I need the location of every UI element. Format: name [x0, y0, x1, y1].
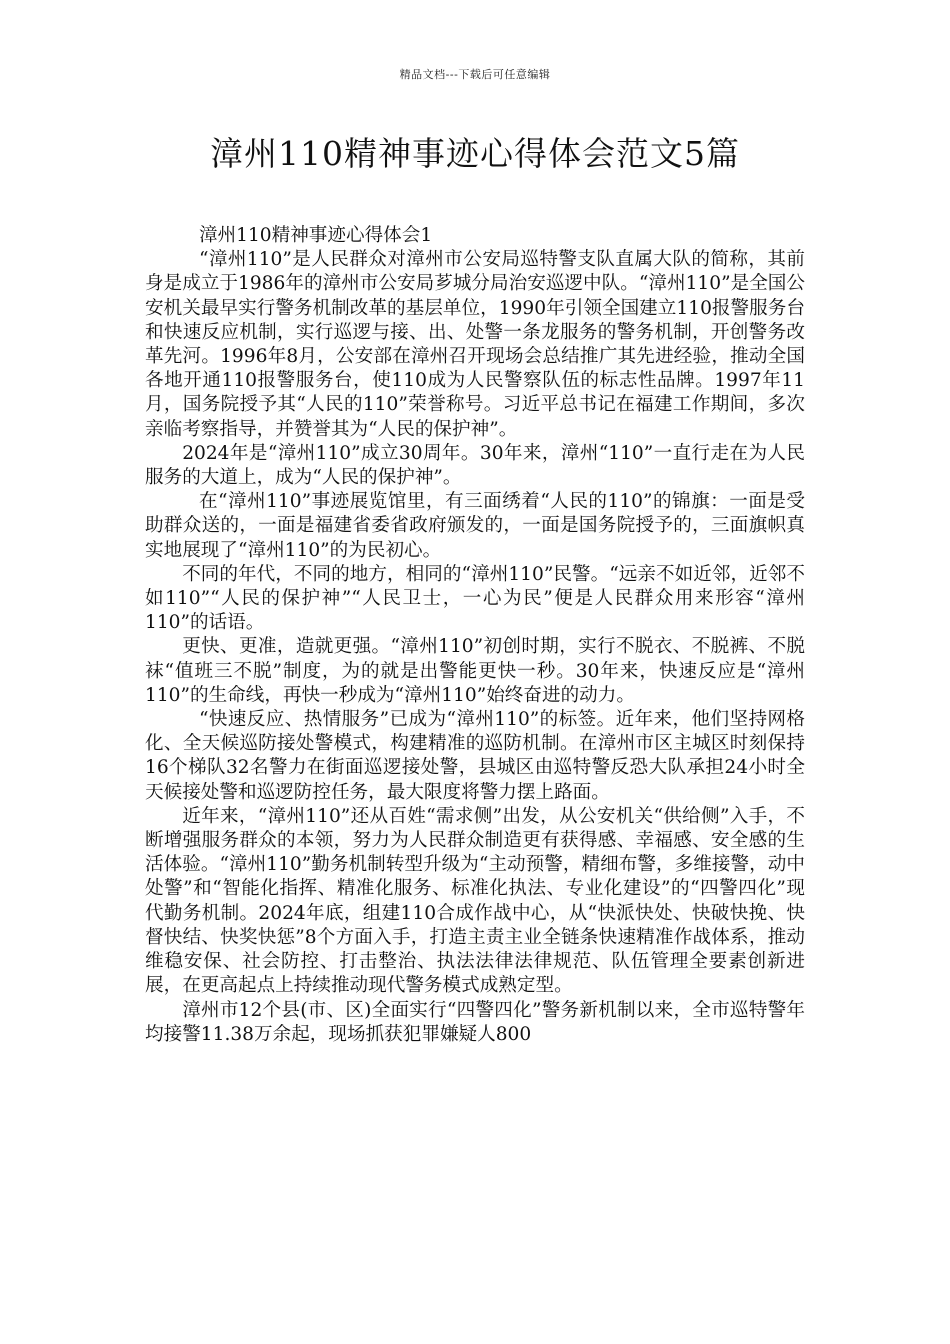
paragraph-4: 不同的年代，不同的地方，相同的“漳州110”民警。“远亲不如近邻，近邻不如110”“人民的保护神”“人民卫士，一心为民”便是人民群众用来形容“漳州110”的话语。 — [145, 563, 805, 634]
paragraph-5: 更快、更准，造就更强。“漳州110”初创时期，实行不脱衣、不脱裤、不脱袜“值班三不脱”制度，为的就是出警能更快一秒。30年来，快速反应是“漳州110”的生命线，再快一秒成为“漳州110”始终奋进的动力。 — [145, 636, 805, 706]
paragraph-3: 在“漳州110”事迹展览馆里，有三面绣着“人民的110”的锦旗：一面是受助群众送的，一面是福建省委省政府颁发的，一面是国务院授予的，三面旗帜真实地展现了“漳州110”的为民初心。 — [145, 491, 805, 561]
paragraph-2: 2024年是“漳州110”成立30周年。30年来，漳州“110”一直行走在为人民服务的大道上，成为“人民的保护神”。 — [145, 442, 805, 489]
paragraph-8: 漳州市12个县(市、区)全面实行“四警四化”警务新机制以来，全市巡特警年均接警11.38万余起，现场抓获犯罪嫌疑人800 — [145, 999, 805, 1045]
paragraph-7: 近年来，“漳州110”还从百姓“需求侧”出发，从公安机关“供给侧”入手，不断增强服务群众的本领，努力为人民群众制造更有获得感、幸福感、安全感的生活体验。“漳州110”勤务机制转型升级为“主动预警，精细布警，多维接警，动中处警”和“智能化指挥、精准化服务、标准化执法、专业化建设”的“四警四化”现代勤务机制。2024年底，组建110合成作战中心，从“快派快处、快破快挽、快督快结、快奖快惩”8个方面入手，打造主责主业全链条快速精准作战体系，推动维稳安保、社会防控、打击整治、执法法律法律规范、队伍管理全要素创新进展，在更高起点上持续推动现代警务模式成熟定型。 — [145, 805, 805, 997]
document-title: 漳州110精神事迹心得体会范文5篇 — [210, 134, 740, 173]
section-title: 漳州110精神事迹心得体会1 — [198, 225, 433, 246]
paragraph-1: “漳州110”是人民群众对漳州市公安局巡特警支队直属大队的简称，其前身是成立于1986年的漳州市公安局芗城分局治安巡逻中队。“漳州110”是全国公安机关最早实行警务机制改革的基层单位，1990年引领全国建立110报警服务台和快速反应机制，实行巡逻与接、出、处警一条龙服务的警务机制，开创警务改革先河。1996年8月，公安部在漳州召开现场会总结推广其先进经验，推动全国各地开通110报警服务台，使110成为人民警察队伍的标志性品牌。1997年11月，国务院授予其“人民的110”荣誉称号。习近平总书记在福建工作期间，多次亲临考察指导，并赞誉其为“人民的保护神”。 — [145, 249, 805, 440]
paragraph-6: “快速反应、热情服务”已成为“漳州110”的标签。近年来，他们坚持网格化、全天候巡防接处警模式，构建精准的巡防机制。在漳州市区主城区时刻保持16个梯队32名警力在街面巡逻接处警，县城区由巡特警反恐大队承担24小时全天候接处警和巡逻防控任务，最大限度将警力摆上路面。 — [145, 709, 805, 803]
header-note: 精品文档---下载后可任意编辑 — [399, 68, 551, 81]
document-body — [145, 224, 805, 1047]
